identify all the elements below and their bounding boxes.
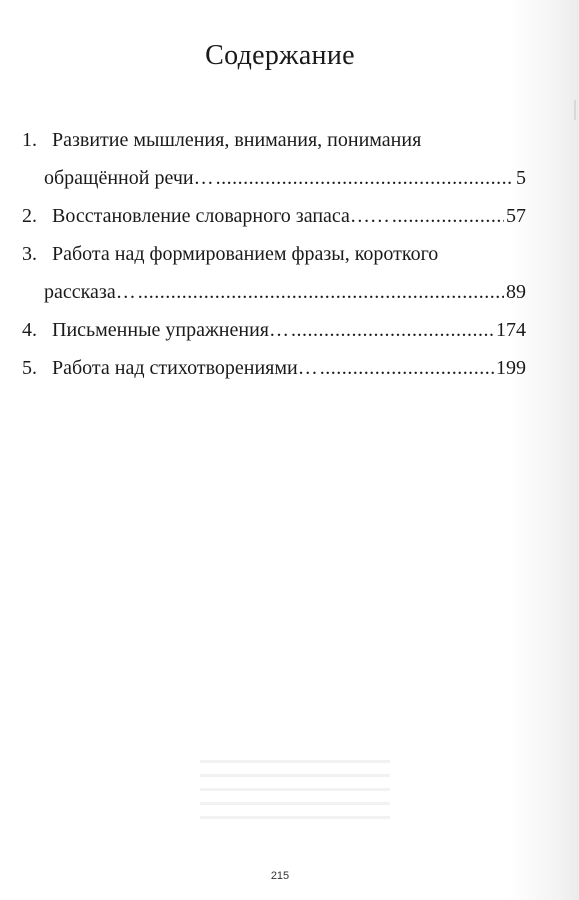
toc-entry-title: Восстановление словарного запаса…… [52, 205, 390, 227]
dot-leader [216, 159, 514, 197]
page-number-footer: 215 [270, 870, 290, 882]
dot-leader [320, 349, 494, 387]
toc-page-number: 5 [516, 167, 526, 189]
toc-entry-number: 1. [22, 129, 37, 151]
dot-leader [291, 311, 494, 349]
toc-entry-4 [22, 311, 526, 349]
toc-entry-number: 2. [22, 205, 37, 227]
toc-page-number: 174 [496, 319, 526, 341]
toc-entry-title-continued: рассказа… [44, 281, 136, 303]
page-title: Содержание [205, 40, 355, 71]
toc-entry-title: Письменные упражнения… [52, 319, 289, 341]
toc-entry-1-line-2 [22, 159, 526, 197]
toc-entry-number: 4. [22, 319, 37, 341]
page-edge-mark [574, 100, 576, 120]
toc-entry-number: 5. [22, 357, 37, 379]
toc-entry-title-continued: обращённой речи… [44, 167, 214, 189]
toc-page-number: 199 [496, 357, 526, 379]
table-of-contents [22, 121, 526, 387]
dot-leader [138, 273, 504, 311]
toc-entry-3-line-1 [22, 235, 526, 273]
toc-entry-title: Работа над стихотворениями… [52, 357, 318, 379]
toc-entry-1-line-1 [22, 121, 526, 159]
toc-page-number: 89 [506, 281, 526, 303]
toc-entry-5 [22, 349, 526, 387]
toc-entry-title: Работа над формированием фразы, короткого [52, 243, 439, 265]
show-through-text [200, 760, 390, 830]
toc-entry-title: Развитие мышления, внимания, понимания [52, 129, 422, 151]
dot-leader [392, 197, 504, 235]
toc-entry-3-line-2 [22, 273, 526, 311]
toc-entry-2 [22, 197, 526, 235]
toc-entry-number: 3. [22, 243, 37, 265]
toc-page-number: 57 [506, 205, 526, 227]
